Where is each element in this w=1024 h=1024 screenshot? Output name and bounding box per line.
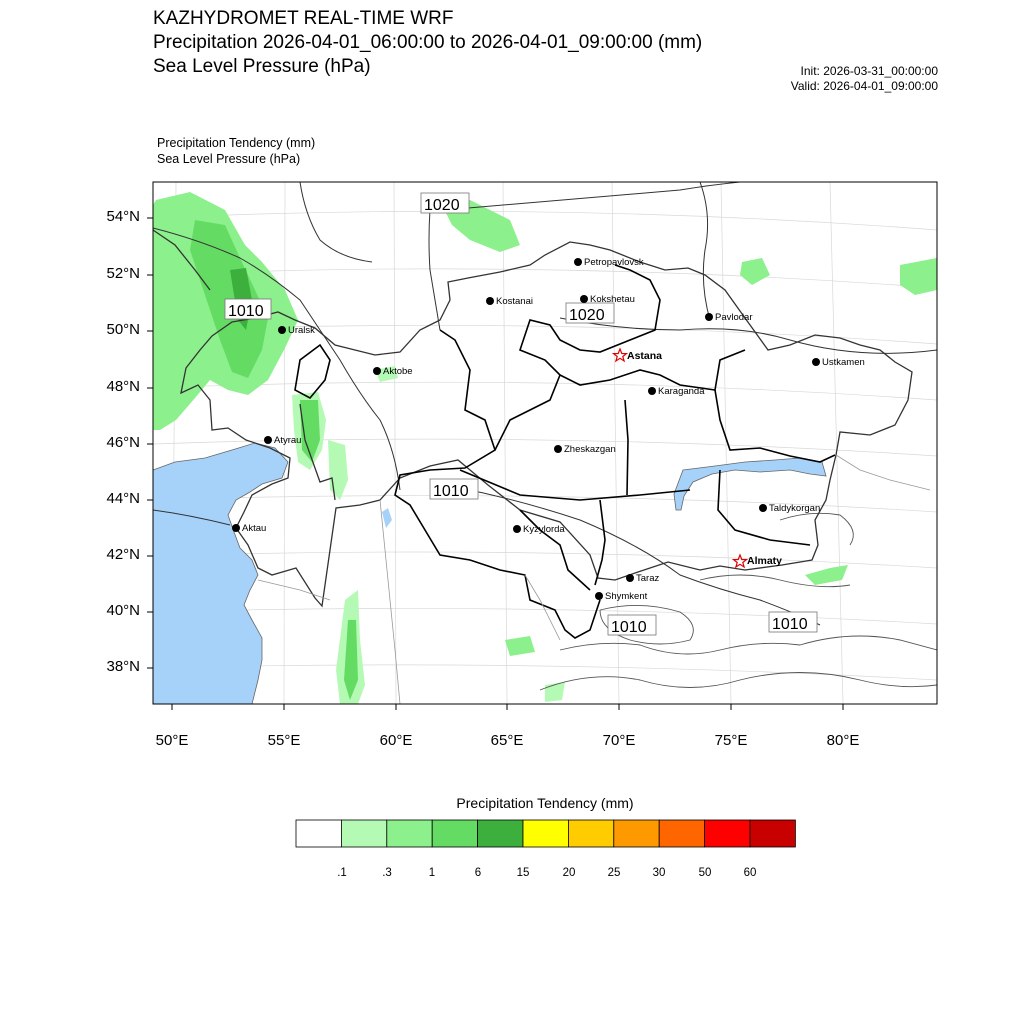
city-taldykorgan xyxy=(759,503,820,514)
lat-label: 48°N xyxy=(106,378,140,395)
colorbar-label: 60 xyxy=(743,867,757,879)
lat-label: 46°N xyxy=(106,434,140,451)
colorbar-swatch xyxy=(614,820,659,847)
colorbar-label: 50 xyxy=(698,867,712,879)
svg-text:Atyrau: Atyrau xyxy=(274,435,302,446)
colorbar-title: Precipitation Tendency (mm) xyxy=(456,795,634,811)
isobar-label: 1020 xyxy=(569,307,605,324)
isobar-label: 1010 xyxy=(433,483,469,500)
city-astana xyxy=(614,349,663,362)
subtitle-precip: Precipitation Tendency (mm) xyxy=(157,136,316,150)
city-pavlodar xyxy=(705,312,753,323)
svg-text:Shymkent: Shymkent xyxy=(605,591,648,602)
colorbar-label: .3 xyxy=(382,867,392,879)
colorbar-swatch xyxy=(659,820,704,847)
svg-text:Ustkamen: Ustkamen xyxy=(822,357,865,368)
svg-text:Petropavlovsk: Petropavlovsk xyxy=(584,257,644,268)
capital-star-icon xyxy=(614,349,627,361)
colorbar-label: 6 xyxy=(474,867,482,879)
colorbar xyxy=(296,820,795,847)
valid-time: Valid: 2026-04-01_09:00:00 xyxy=(790,79,938,93)
svg-text:Kokshetau: Kokshetau xyxy=(590,294,635,305)
svg-text:Taldykorgan: Taldykorgan xyxy=(769,503,821,514)
lon-label: 75°E xyxy=(714,732,748,749)
city-karaganda xyxy=(648,386,705,397)
capital-star-icon xyxy=(734,555,747,567)
city-kyzylorda xyxy=(513,524,565,535)
city-taraz xyxy=(626,573,659,584)
lon-label: 80°E xyxy=(826,732,860,749)
colorbar-swatch xyxy=(705,820,750,847)
city-petropavlovsk xyxy=(574,257,644,268)
lat-label: 40°N xyxy=(106,602,140,619)
colorbar-label: 15 xyxy=(516,867,530,879)
svg-text:Uralsk: Uralsk xyxy=(288,325,315,336)
colorbar-swatch xyxy=(478,820,523,847)
lon-label: 55°E xyxy=(267,732,301,749)
lon-label: 60°E xyxy=(379,732,413,749)
lat-label: 38°N xyxy=(106,658,140,675)
colorbar-swatch xyxy=(432,820,477,847)
isobar-label: 1020 xyxy=(424,197,460,214)
city-atyrau xyxy=(264,435,301,446)
svg-text:Kyzylorda: Kyzylorda xyxy=(523,524,565,535)
svg-text:Karaganda: Karaganda xyxy=(658,386,705,397)
svg-text:Taraz: Taraz xyxy=(636,573,660,584)
pressure-description: Sea Level Pressure (hPa) xyxy=(153,56,371,77)
city-zheskazgan xyxy=(554,444,616,455)
map-title: KAZHYDROMET REAL-TIME WRF xyxy=(153,8,454,29)
lat-label: 44°N xyxy=(106,490,140,507)
colorbar-swatch xyxy=(296,820,341,847)
city-shymkent xyxy=(595,591,648,602)
lat-label: 42°N xyxy=(106,546,140,563)
city-aktau xyxy=(232,523,266,534)
city-almaty xyxy=(734,555,783,567)
colorbar-label: 30 xyxy=(652,867,666,879)
colorbar-label: 25 xyxy=(607,867,621,879)
colorbar-swatch xyxy=(341,820,386,847)
subtitle-slp: Sea Level Pressure (hPa) xyxy=(157,152,301,166)
colorbar-label: 1 xyxy=(428,867,436,879)
colorbar-label: 20 xyxy=(562,867,576,879)
field-description: Precipitation 2026-04-01_06:00:00 to 2026-04-01_09:00:00 (mm) xyxy=(153,32,703,53)
colorbar-label: .1 xyxy=(337,867,347,879)
colorbar-swatch xyxy=(387,820,432,847)
svg-text:Aktau: Aktau xyxy=(242,523,267,534)
init-time: Init: 2026-03-31_00:00:00 xyxy=(800,64,938,78)
svg-text:Almaty: Almaty xyxy=(747,555,783,567)
lat-label: 54°N xyxy=(106,208,140,225)
city-kostanai xyxy=(486,296,533,307)
colorbar-swatch xyxy=(568,820,613,847)
colorbar-swatch xyxy=(750,820,795,847)
lat-label: 50°N xyxy=(106,321,140,338)
svg-text:Pavlodar: Pavlodar xyxy=(715,312,753,323)
colorbar-swatch xyxy=(523,820,568,847)
svg-text:Astana: Astana xyxy=(627,350,663,362)
isobar-label: 1010 xyxy=(611,619,647,636)
lon-label: 65°E xyxy=(490,732,524,749)
isobar-label: 1010 xyxy=(228,303,264,320)
isobar-label: 1010 xyxy=(772,616,808,633)
svg-text:Kostanai: Kostanai xyxy=(496,296,533,307)
svg-text:Aktobe: Aktobe xyxy=(383,366,413,377)
city-ustkamen xyxy=(812,357,865,368)
svg-text:Zheskazgan: Zheskazgan xyxy=(564,444,616,455)
lon-label: 70°E xyxy=(602,732,636,749)
city-markers xyxy=(232,257,865,602)
lat-label: 52°N xyxy=(106,265,140,282)
isobars xyxy=(153,182,937,625)
lon-label: 50°E xyxy=(155,732,189,749)
